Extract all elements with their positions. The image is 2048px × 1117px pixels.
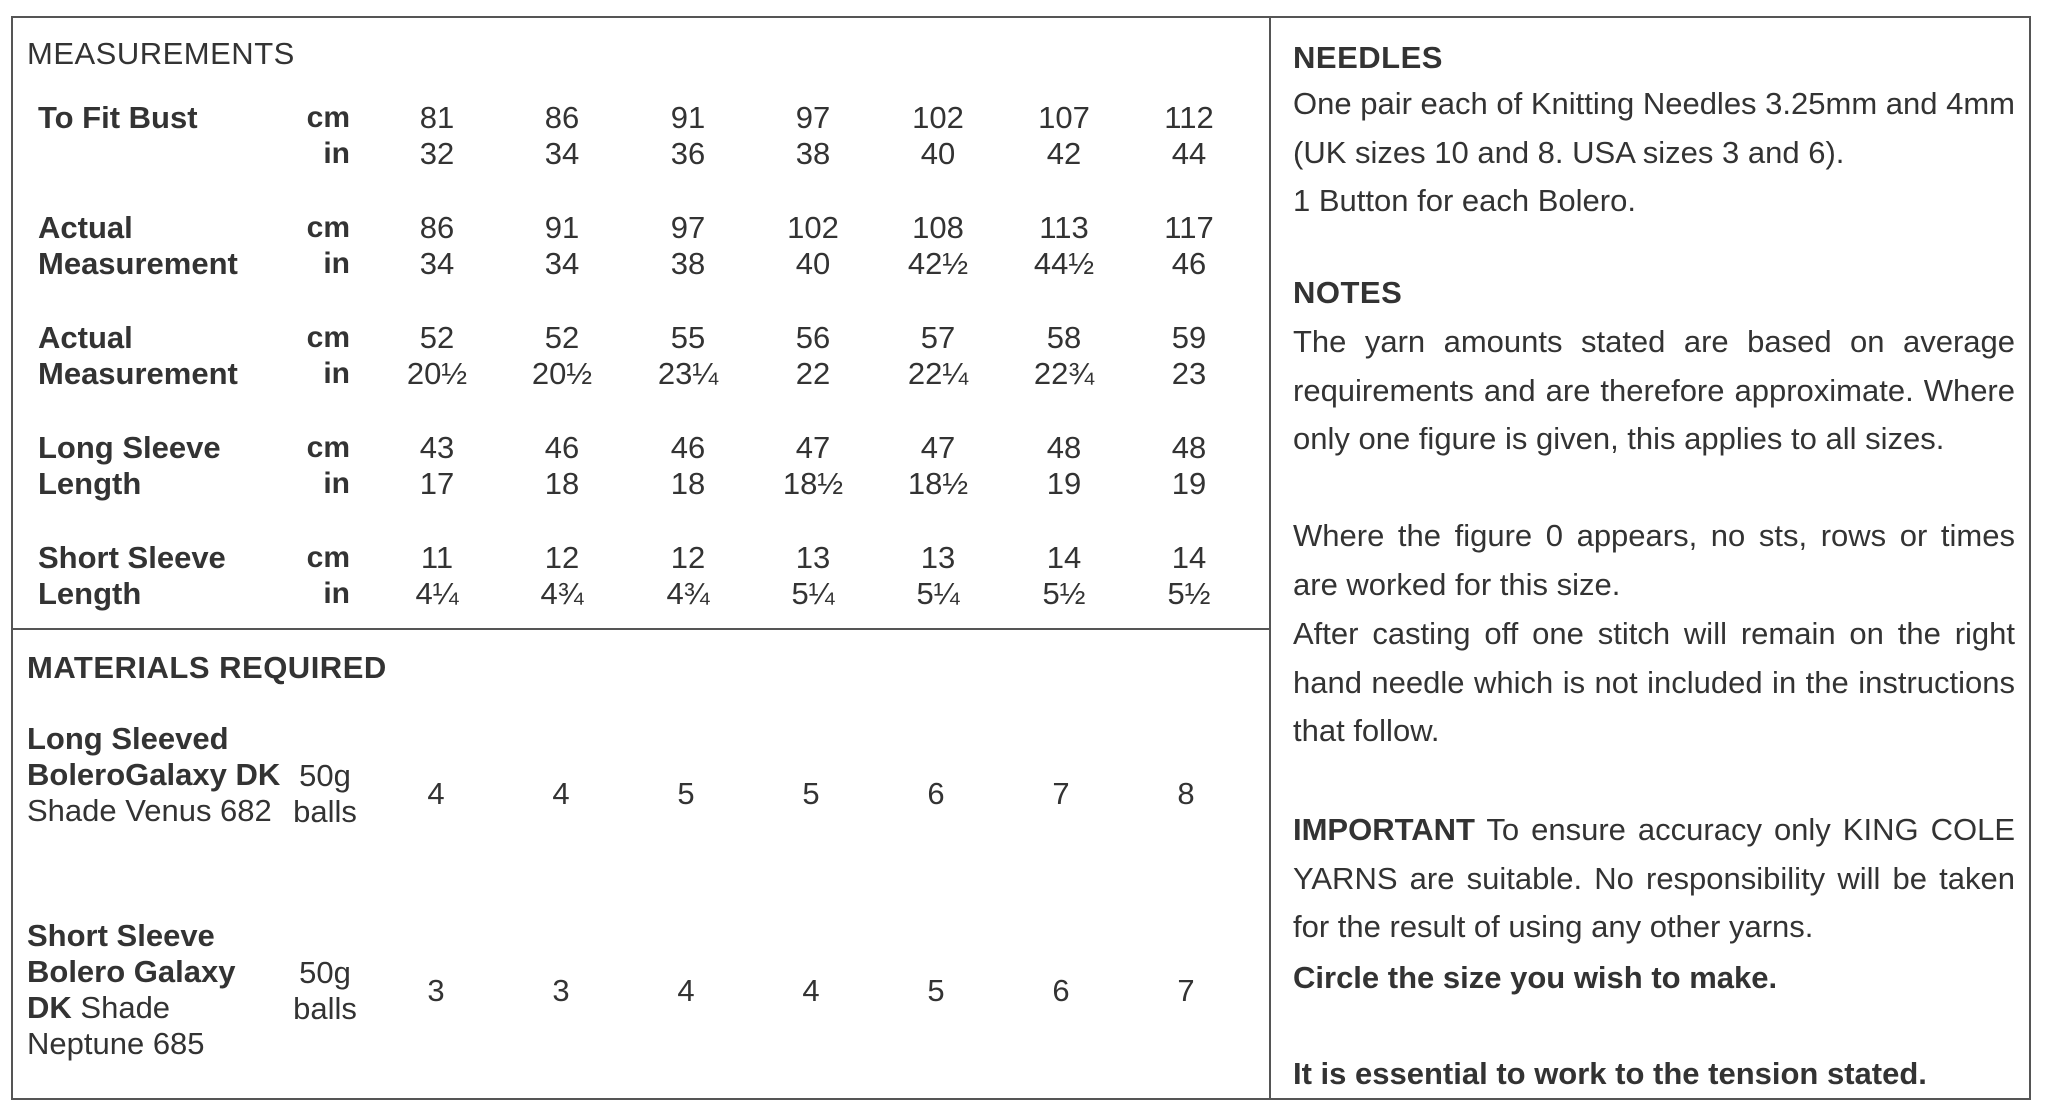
unit-cm: cm: [306, 211, 350, 244]
measurement-cm-value: 108: [912, 210, 964, 245]
measurement-in-value: 19: [1046, 466, 1082, 501]
unit-in: in: [323, 357, 350, 390]
unit-cm: cm: [306, 541, 350, 574]
material-quantity: 7: [1177, 973, 1195, 1008]
material-quantity: 3: [427, 973, 445, 1008]
measurement-cm-value: 117: [1164, 210, 1214, 245]
measurement-cm-value: 113: [1039, 210, 1089, 245]
notes-p3: After casting off one stitch will remain on the right hand needle which is not included in the instructions that follow.: [1293, 616, 2015, 748]
important-text: To ensure accuracy only KING COLE YARNS are suitable. No responsibility will be taken for the result of using any other yarns.: [1293, 812, 2015, 944]
notes-p1: The yarn amounts stated are based on average requirements and are therefore approximate. Where only one figure is given, this applies to all sizes.: [1293, 324, 2015, 456]
measurement-in-value: 20½: [531, 356, 593, 391]
measurement-row-label: Short Sleeve Length: [38, 540, 226, 611]
unit-cm: cm: [306, 321, 350, 354]
measurement-cm-value: 97: [670, 210, 706, 245]
measurement-cm-value: 52: [544, 320, 580, 355]
material-quantity: 6: [927, 776, 945, 811]
material-quantity: 4: [427, 776, 445, 811]
unit-in: in: [323, 247, 350, 280]
measurement-in-value: 5½: [1042, 576, 1086, 611]
measurement-cm-value: 86: [419, 210, 455, 245]
measurement-cm-value: 13: [920, 540, 956, 575]
measurement-cm-value: 43: [419, 430, 455, 465]
unit-in: in: [323, 137, 350, 170]
material-quantity: 3: [552, 973, 570, 1008]
measurement-cm-value: 46: [544, 430, 580, 465]
measurement-in-value: 19: [1171, 466, 1207, 501]
materials-title: MATERIALS REQUIRED: [27, 650, 387, 685]
measurement-cm-value: 46: [670, 430, 706, 465]
material-quantity: 4: [677, 973, 695, 1008]
measurement-cm-value: 47: [795, 430, 831, 465]
measurement-row-label: Actual Measurement: [38, 320, 238, 391]
circle-size-note: Circle the size you wish to make.: [1293, 960, 1778, 995]
measurement-in-value: 44½: [1033, 246, 1095, 281]
material-quantity: 8: [1177, 776, 1195, 811]
measurement-cm-value: 52: [419, 320, 455, 355]
material-unit: 50g balls: [293, 758, 357, 829]
measurement-in-value: 18: [544, 466, 580, 501]
measurement-cm-value: 57: [920, 320, 956, 355]
measurement-cm-value: 86: [544, 100, 580, 135]
measurement-in-value: 4¾: [666, 576, 710, 611]
measurement-cm-value: 47: [920, 430, 956, 465]
tension-note: It is essential to work to the tension stated.: [1293, 1056, 1927, 1091]
measurement-cm-value: 81: [419, 100, 455, 135]
measurement-cm-value: 48: [1171, 430, 1207, 465]
measurement-in-value: 38: [670, 246, 706, 281]
material-name-bold: Short Sleeve Bolero Galaxy DK: [27, 918, 236, 1025]
measurement-cm-value: 55: [670, 320, 706, 355]
column-divider: [1269, 16, 1271, 1100]
measurement-row-label: Long Sleeve Length: [38, 430, 221, 501]
measurement-in-value: 32: [419, 136, 455, 171]
material-quantity: 4: [802, 973, 820, 1008]
measurement-cm-value: 12: [670, 540, 706, 575]
unit-cm: cm: [306, 101, 350, 134]
measurement-in-value: 5½: [1167, 576, 1211, 611]
measurement-in-value: 38: [795, 136, 831, 171]
material-quantity: 5: [802, 776, 820, 811]
measurement-cm-value: 91: [544, 210, 580, 245]
notes-p2: Where the figure 0 appears, no sts, rows or times are worked for this size.: [1293, 518, 2015, 602]
measurement-cm-value: 107: [1038, 100, 1090, 135]
material-name-bold: Long Sleeved BoleroGalaxy DK: [27, 721, 281, 792]
material-name-rest: Shade Venus 682: [27, 793, 272, 828]
material-quantity: 5: [927, 973, 945, 1008]
measurement-in-value: 4¾: [540, 576, 584, 611]
material-name-rest: Shade Neptune 685: [27, 990, 205, 1061]
measurement-cm-value: 13: [795, 540, 831, 575]
needles-text-2: 1 Button for each Bolero.: [1293, 183, 1636, 218]
measurement-cm-value: 48: [1046, 430, 1082, 465]
measurement-in-value: 18½: [907, 466, 969, 501]
measurement-in-value: 4¼: [415, 576, 459, 611]
measurement-cm-value: 112: [1164, 100, 1214, 135]
measurement-in-value: 22: [795, 356, 831, 391]
unit-in: in: [323, 467, 350, 500]
measurement-in-value: 40: [920, 136, 956, 171]
measurement-in-value: 18: [670, 466, 706, 501]
measurement-in-value: 23¼: [657, 356, 719, 391]
measurement-in-value: 42½: [907, 246, 969, 281]
measurement-in-value: 44: [1171, 136, 1207, 171]
measurement-cm-value: 11: [420, 540, 454, 575]
measurements-title: MEASUREMENTS: [27, 36, 295, 71]
measurement-row-label: To Fit Bust: [38, 100, 198, 135]
measurement-row-label: Actual Measurement: [38, 210, 238, 281]
measurement-in-value: 17: [419, 466, 455, 501]
measurement-in-value: 22¾: [1033, 356, 1095, 391]
needles-title: NEEDLES: [1293, 40, 1443, 75]
measurement-cm-value: 14: [1171, 540, 1207, 575]
material-quantity: 5: [677, 776, 695, 811]
measurement-cm-value: 59: [1171, 320, 1207, 355]
measurement-cm-value: 14: [1046, 540, 1082, 575]
measurement-cm-value: 102: [912, 100, 964, 135]
important-block: [1293, 806, 2015, 952]
needles-text: [1293, 80, 2015, 226]
material-quantity: 6: [1052, 973, 1070, 1008]
measurement-in-value: 42: [1046, 136, 1082, 171]
unit-in: in: [323, 577, 350, 610]
measurement-cm-value: 56: [795, 320, 831, 355]
measurement-in-value: 34: [544, 246, 580, 281]
material-unit: 50g balls: [293, 955, 357, 1026]
measurement-cm-value: 102: [787, 210, 839, 245]
measurement-in-value: 40: [795, 246, 831, 281]
material-name: [27, 721, 287, 829]
measurement-in-value: 23: [1171, 356, 1207, 391]
measurement-in-value: 18½: [782, 466, 844, 501]
material-quantity: 7: [1052, 776, 1070, 811]
measurement-cm-value: 97: [795, 100, 831, 135]
needles-text-1: One pair each of Knitting Needles 3.25mm and 4mm (UK sizes 10 and 8. USA sizes 3 and 6).: [1293, 86, 2015, 170]
measurement-in-value: 36: [670, 136, 706, 171]
measurement-in-value: 34: [544, 136, 580, 171]
measurement-in-value: 34: [419, 246, 455, 281]
notes-title: NOTES: [1293, 275, 1403, 310]
section-divider: [11, 628, 1271, 630]
measurement-cm-value: 91: [670, 100, 706, 135]
measurement-in-value: 22¼: [907, 356, 969, 391]
measurement-in-value: 5¼: [916, 576, 960, 611]
measurement-in-value: 5¼: [791, 576, 835, 611]
unit-cm: cm: [306, 431, 350, 464]
measurement-in-value: 46: [1171, 246, 1207, 281]
measurement-cm-value: 12: [544, 540, 580, 575]
material-name: [27, 918, 287, 1062]
measurement-cm-value: 58: [1046, 320, 1082, 355]
important-label: IMPORTANT: [1293, 812, 1475, 847]
measurement-in-value: 20½: [406, 356, 468, 391]
material-quantity: 4: [552, 776, 570, 811]
